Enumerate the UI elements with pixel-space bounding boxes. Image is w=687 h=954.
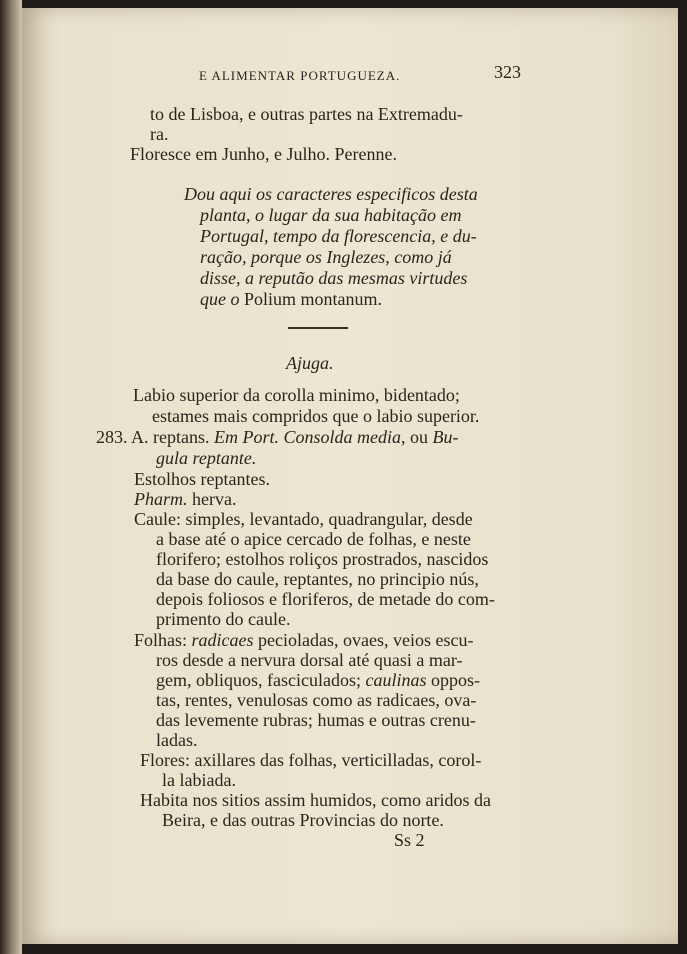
species-heading bbox=[96, 427, 459, 447]
folhas-line: tas, rentes, venulosas como as radicaes, ova- bbox=[156, 690, 477, 710]
folhas-line: das levemente rubras; humas e outras crenu- bbox=[156, 710, 476, 730]
caule-line: da base do caule, reptantes, no principio nús, bbox=[156, 569, 479, 589]
note-line: Dou aqui os caracteres especificos desta bbox=[184, 184, 478, 204]
caule-line: a base até o apice cercado de folhas, e neste bbox=[156, 529, 471, 549]
note-line: planta, o lugar da sua habitação em bbox=[200, 205, 462, 225]
pharm-text: herva. bbox=[187, 489, 237, 509]
folhas-text: pecioladas, ovaes, veios escu- bbox=[253, 630, 474, 650]
habita-line: Habita nos sitios assim humidos, como aridos da bbox=[140, 790, 491, 810]
caule-line: primento do caule. bbox=[156, 609, 291, 629]
folhas-label: Folhas: bbox=[134, 630, 192, 650]
folhas-text: gem, obliquos, fasciculados; bbox=[156, 670, 366, 690]
flores-line: Flores: axillares das folhas, verticilladas, corol- bbox=[140, 750, 482, 770]
folhas-line bbox=[156, 670, 480, 690]
genus-description-line: Labio superior da corolla minimo, bidentado; bbox=[133, 385, 460, 405]
note-line: disse, a reputão das mesmas virtudes bbox=[200, 268, 468, 288]
caule-line: depois foliosos e floriferos, de metade do com- bbox=[156, 589, 495, 609]
genus-heading: Ajuga. bbox=[286, 353, 334, 373]
caule-line: florifero; estolhos roliços prostrados, nascidos bbox=[156, 549, 489, 569]
species-vernacular: Em Port. Consolda media bbox=[214, 427, 401, 447]
genus-description-line: estames mais compridos que o labio superior. bbox=[152, 406, 480, 426]
caule-line: Caule: simples, levantado, quadrangular, desde bbox=[134, 509, 473, 529]
note-line bbox=[200, 289, 382, 309]
signature-mark: Ss 2 bbox=[394, 830, 425, 850]
note-italic: que o bbox=[200, 289, 240, 309]
book-page bbox=[22, 8, 678, 944]
section-divider bbox=[288, 327, 348, 329]
folhas-text: oppos- bbox=[426, 670, 480, 690]
book-gutter bbox=[0, 0, 22, 954]
folhas-line: ros desde a nervura dorsal até quasi a mar- bbox=[156, 650, 463, 670]
text-line: Estolhos reptantes. bbox=[134, 469, 270, 489]
species-or: , ou bbox=[401, 427, 428, 447]
species-name: A. reptans. bbox=[131, 427, 210, 447]
running-title: E ALIMENTAR PORTUGUEZA. bbox=[199, 68, 401, 83]
species-vernacular: Bu- bbox=[432, 427, 459, 447]
habita-line: Beira, e das outras Provincias do norte. bbox=[162, 810, 444, 830]
folhas-term: radicaes bbox=[191, 630, 254, 650]
folhas-line: ladas. bbox=[156, 730, 198, 750]
text-line: Floresce em Junho, e Julho. Perenne. bbox=[130, 144, 397, 164]
pharm-label: Pharm. bbox=[134, 489, 188, 509]
text-line: ra. bbox=[150, 124, 169, 144]
page-number: 323 bbox=[494, 62, 521, 82]
folhas-term: caulinas bbox=[365, 670, 427, 690]
note-line: ração, porque os Inglezes, como já bbox=[200, 247, 452, 267]
text-line bbox=[134, 489, 236, 509]
folhas-line bbox=[134, 630, 473, 650]
note-roman: Polium montanum. bbox=[239, 289, 383, 309]
note-line: Portugal, tempo da florescencia, e du- bbox=[200, 226, 477, 246]
species-number: 283. bbox=[96, 427, 128, 447]
species-vernacular-cont: gula reptante. bbox=[156, 448, 257, 468]
text-line: to de Lisboa, e outras partes na Extremadu- bbox=[150, 104, 463, 124]
flores-line: la labiada. bbox=[162, 770, 236, 790]
